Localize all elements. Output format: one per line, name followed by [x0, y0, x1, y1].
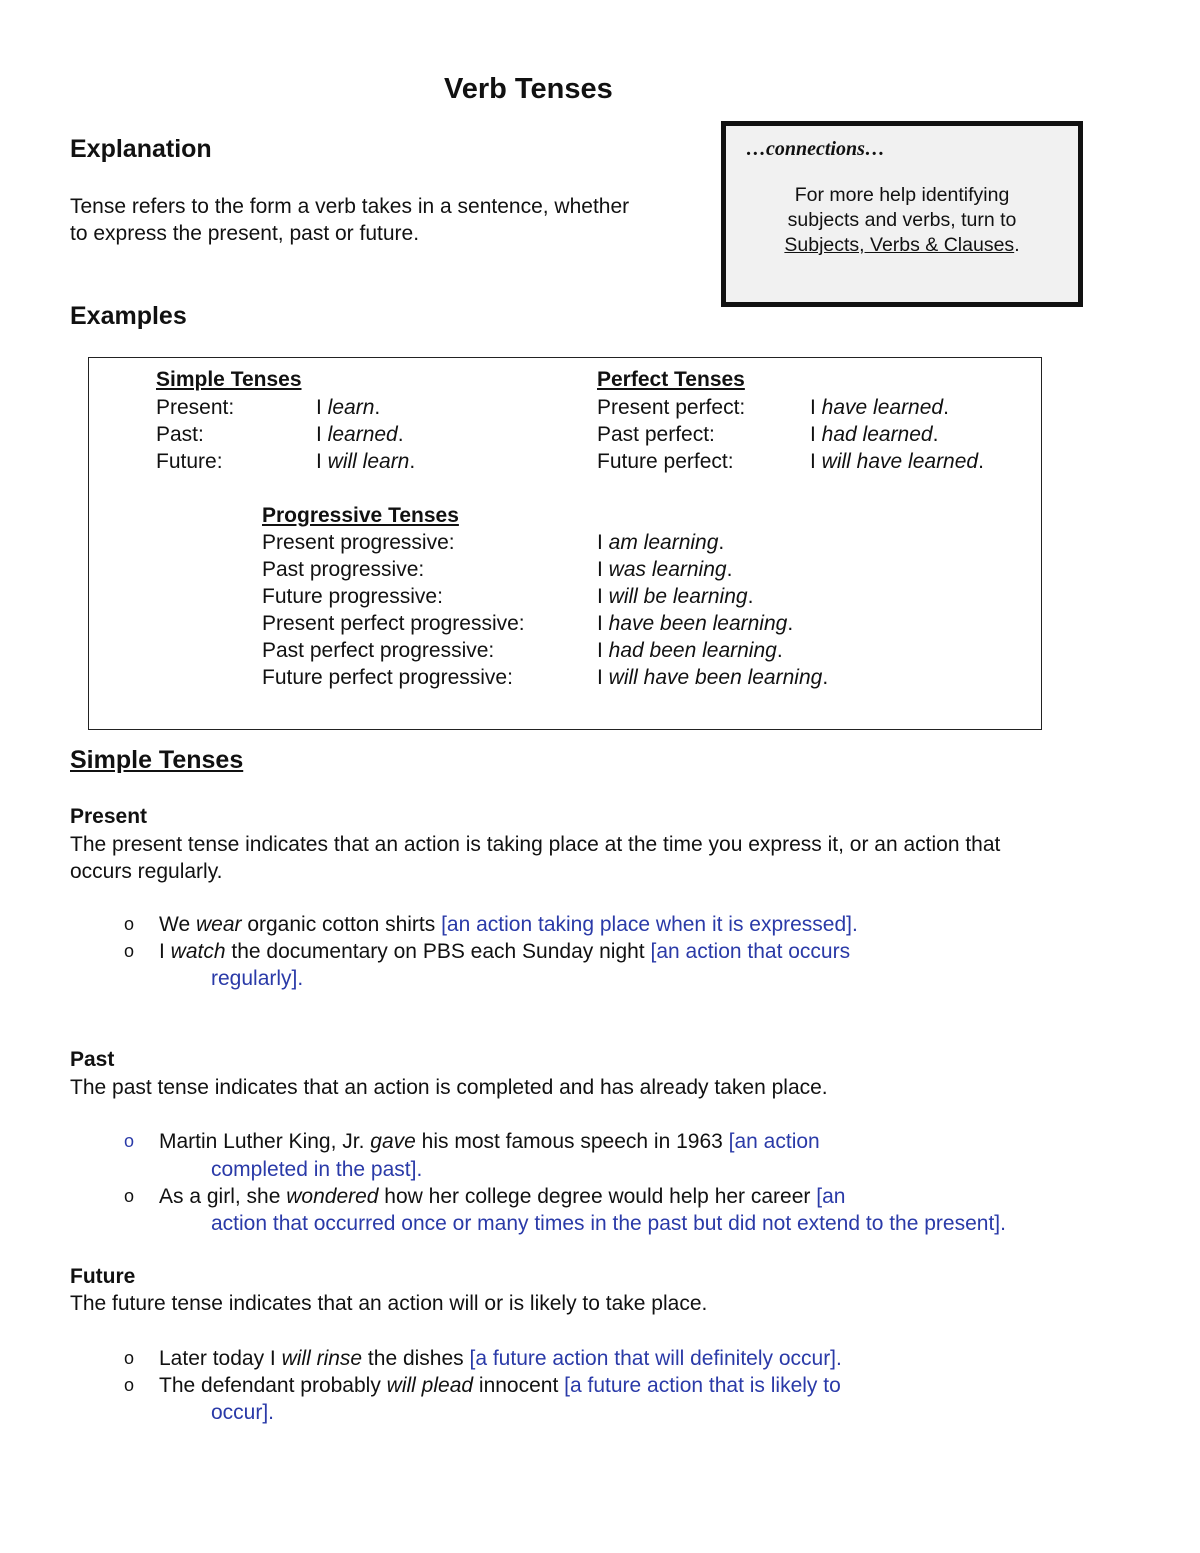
future-example-2-continuation: occur].	[211, 1401, 275, 1424]
progressive-row-label: Present progressive:	[262, 531, 455, 554]
connections-text	[726, 183, 1078, 258]
simple-row-label: Future:	[156, 450, 223, 473]
progressive-row-example: I have been learning.	[597, 612, 794, 635]
explanation-heading: Explanation	[70, 135, 212, 163]
bullet-marker: o	[124, 1348, 135, 1368]
progressive-row-example: I am learning.	[597, 531, 725, 554]
simple-row-example: I will learn.	[316, 450, 416, 473]
progressive-row-label: Past perfect progressive:	[262, 639, 495, 662]
bullet-marker: o	[124, 914, 135, 934]
subjects-verbs-clauses-link[interactable]: Subjects, Verbs & Clauses	[784, 234, 1015, 256]
simple-row-example: I learned.	[316, 423, 404, 446]
perfect-row-label: Past perfect:	[597, 423, 715, 446]
examples-heading: Examples	[70, 302, 187, 330]
connections-heading: …connections…	[746, 138, 885, 160]
future-example-1: Later today I will rinse the dishes [a future action that will definitely occur].	[159, 1347, 842, 1370]
perfect-row-example: I have learned.	[810, 396, 949, 419]
simple-tenses-subheading: Simple Tenses	[156, 368, 302, 391]
connections-period: .	[1014, 234, 1020, 256]
simple-tenses-section-heading: Simple Tenses	[70, 746, 244, 774]
future-description: The future tense indicates that an action will or is likely to take place.	[70, 1292, 708, 1315]
connections-box	[721, 121, 1083, 307]
progressive-row-example: I had been learning.	[597, 639, 783, 662]
progressive-row-label: Future progressive:	[262, 585, 443, 608]
perfect-tenses-subheading: Perfect Tenses	[597, 368, 745, 391]
progressive-row-example: I will have been learning.	[597, 666, 829, 689]
present-heading: Present	[70, 805, 148, 828]
bullet-marker: o	[124, 1375, 135, 1395]
present-example-2-continuation: regularly].	[211, 967, 304, 990]
bullet-marker: o	[124, 1186, 135, 1206]
progressive-row-label: Future perfect progressive:	[262, 666, 513, 689]
present-example-1: We wear organic cotton shirts [an action taking place when it is expressed].	[159, 913, 858, 936]
past-example-1: Martin Luther King, Jr. gave his most famous speech in 1963 [an action	[159, 1130, 820, 1153]
perfect-row-label: Future perfect:	[597, 450, 734, 473]
page-title: Verb Tenses	[444, 73, 613, 105]
past-heading: Past	[70, 1048, 115, 1071]
future-example-2: The defendant probably will plead innocent [a future action that is likely to	[159, 1374, 841, 1397]
bullet-marker: o	[124, 1131, 135, 1151]
past-example-2-continuation: action that occurred once or many times in the past but did not extend to the present].	[211, 1212, 1006, 1235]
connections-line-1: For more help identifying	[794, 184, 1010, 206]
progressive-tenses-subheading: Progressive Tenses	[262, 504, 459, 527]
progressive-row-example: I will be learning.	[597, 585, 754, 608]
progressive-row-example: I was learning.	[597, 558, 733, 581]
progressive-row-label: Present perfect progressive:	[262, 612, 525, 635]
progressive-row-label: Past progressive:	[262, 558, 425, 581]
perfect-row-example: I will have learned.	[810, 450, 984, 473]
present-description-line-2: occurs regularly.	[70, 860, 223, 883]
perfect-row-example: I had learned.	[810, 423, 939, 446]
bullet-marker: o	[124, 941, 135, 961]
simple-row-label: Past:	[156, 423, 204, 446]
explanation-line-1: Tense refers to the form a verb takes in a sentence, whether	[70, 195, 630, 218]
perfect-row-label: Present perfect:	[597, 396, 746, 419]
simple-row-example: I learn.	[316, 396, 381, 419]
future-heading: Future	[70, 1265, 136, 1288]
past-example-2: As a girl, she wondered how her college degree would help her career [an	[159, 1185, 846, 1208]
past-description: The past tense indicates that an action is completed and has already taken place.	[70, 1076, 828, 1099]
connections-line-3	[726, 233, 1078, 258]
simple-row-label: Present:	[156, 396, 235, 419]
present-example-2: I watch the documentary on PBS each Sunday night [an action that occurs	[159, 940, 851, 963]
present-description-line-1: The present tense indicates that an action is taking place at the time you express it, or an action that	[70, 833, 1001, 856]
explanation-line-2: to express the present, past or future.	[70, 222, 420, 245]
connections-line-2: subjects and verbs, turn to	[787, 209, 1017, 231]
past-example-1-continuation: completed in the past].	[211, 1158, 423, 1181]
